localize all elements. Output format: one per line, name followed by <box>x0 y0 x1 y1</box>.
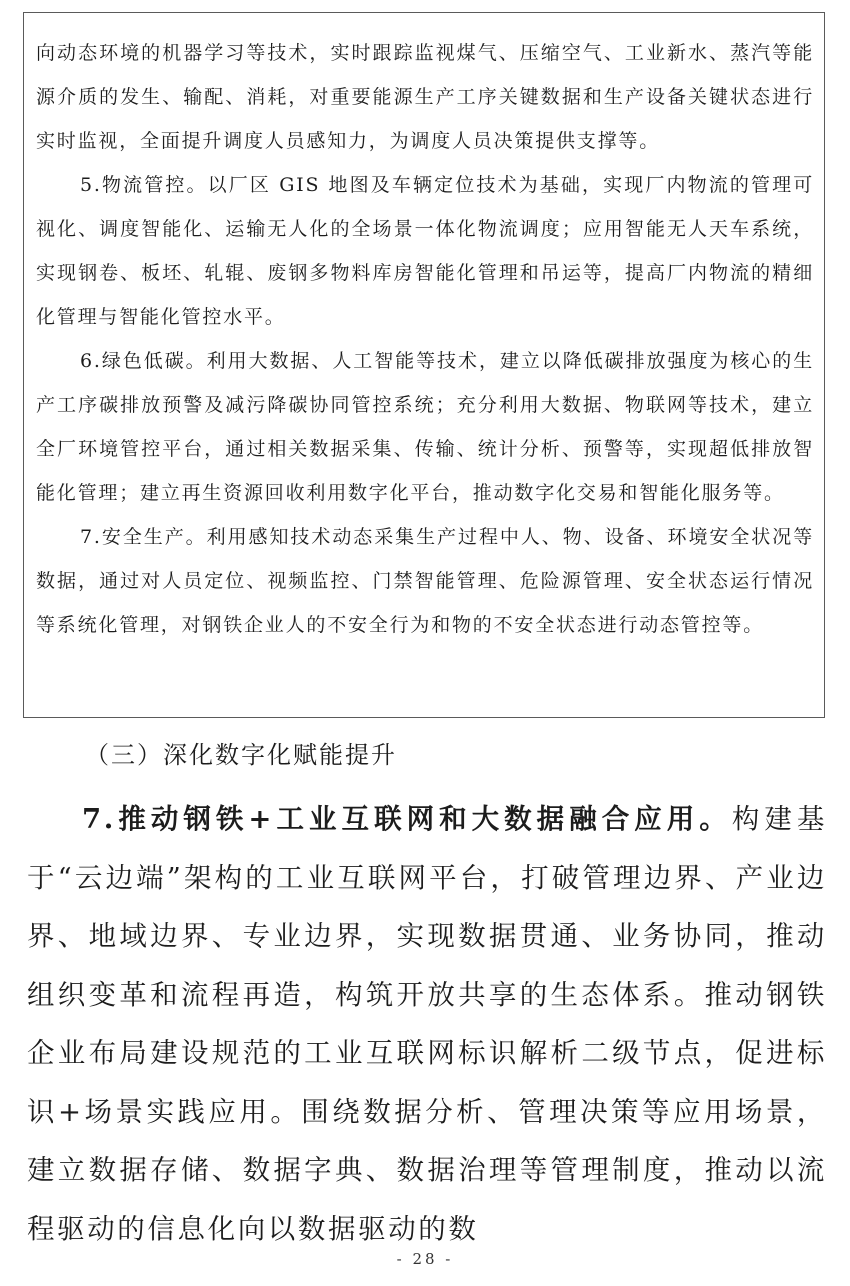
body-paragraph-text: 构建基于“云边端”架构的工业互联网平台，打破管理边界、产业边界、地域边界、专业边界，实现数据贯通、业务协同，推动组织变革和流程再造，构筑开放共享的生态体系。推动钢铁企业布局建设规范的工业互联网标识解析二级节点，促进标识+场景实践应用。围绕数据分析、管理决策等应用场景，建立数据存储、数据字典、数据治理等管理制度，推动以流程驱动的信息化向以数据驱动的数 <box>27 803 827 1245</box>
body-lead-bold: 7.推动钢铁+工业互联网和大数据融合应用。 <box>82 803 732 835</box>
page-number: - 28 - <box>396 1250 454 1268</box>
paragraph-green-low-carbon: 6.绿色低碳。利用大数据、人工智能等技术，建立以降低碳排放强度为核心的生产工序碳排放预警及减污降碳协同管控系统；充分利用大数据、物联网等技术，建立全厂环境管控平台，通过相关数据采集、传输、统计分析、预警等，实现超低排放智能化管理；建立再生资源回收利用数字化平台，推动数字化交易和智能化服务等。 <box>36 350 814 504</box>
body-paragraph <box>27 790 827 1258</box>
section-heading: （三）深化数字化赋能提升 <box>85 741 397 769</box>
paragraph-logistics: 5.物流管控。以厂区 GIS 地图及车辆定位技术为基础，实现厂内物流的管理可视化、调度智能化、运输无人化的全场景一体化物流调度；应用智能无人天车系统，实现钢卷、板坯、轧辊、废钢多物料库房智能化管理和吊运等，提高厂内物流的精细化管理与智能化管控水平。 <box>36 174 814 328</box>
paragraph-continued: 向动态环境的机器学习等技术，实时跟踪监视煤气、压缩空气、工业新水、蒸汽等能源介质的发生、输配、消耗，对重要能源生产工序关键数据和生产设备关键状态进行实时监视，全面提升调度人员感知力，为调度人员决策提供支撑等。 <box>36 42 814 152</box>
paragraph-safety-production: 7.安全生产。利用感知技术动态采集生产过程中人、物、设备、环境安全状况等数据，通过对人员定位、视频监控、门禁智能管理、危险源管理、安全状态运行情况等系统化管理，对钢铁企业人的不安全行为和物的不安全状态进行动态管控等。 <box>36 526 814 636</box>
boxed-text-panel <box>23 12 825 718</box>
